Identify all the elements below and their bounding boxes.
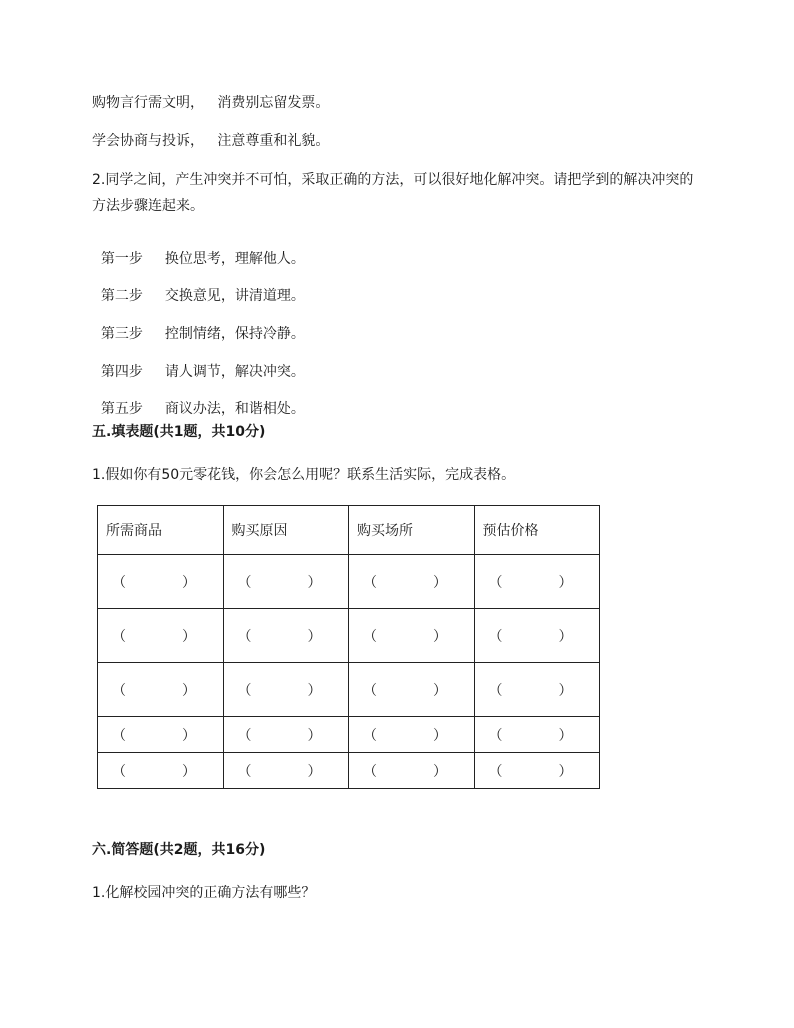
section-6-title: 六.简答题(共2题，共16分) <box>92 842 266 858</box>
blank-cell: （ ） <box>98 663 224 717</box>
step-label: 第四步 <box>100 364 143 380</box>
blank-cell: （ ） <box>223 753 349 789</box>
table-row <box>98 717 600 753</box>
blank-cell: （ ） <box>474 555 600 609</box>
table-row <box>98 663 600 717</box>
table-header-row <box>98 506 600 555</box>
table-row <box>98 555 600 609</box>
text-line-2: 学会协商与投诉， 注意尊重和礼貌。 <box>92 133 330 149</box>
blank-cell: （ ） <box>98 753 224 789</box>
header-cell: 购买场所 <box>349 506 475 555</box>
blank-cell: （ ） <box>98 717 224 753</box>
header-cell: 购买原因 <box>223 506 349 555</box>
header-cell: 所需商品 <box>98 506 224 555</box>
section-5-title: 五.填表题(共1题，共10分) <box>92 424 266 440</box>
step-text: 换位思考，理解他人。 <box>164 251 305 267</box>
step-1 <box>92 229 305 269</box>
table-row <box>98 753 600 789</box>
section-5-question: 1.假如你有50元零花钱，你会怎么用呢？联系生活实际，完成表格。 <box>92 467 516 483</box>
blank-cell: （ ） <box>349 555 475 609</box>
step-4 <box>92 342 305 382</box>
question-2: 2.同学之间，产生冲突并不可怕，采取正确的方法，可以很好地化解冲突。请把学到的解决冲突的方法步骤连起来。 <box>92 172 694 214</box>
step-3 <box>92 304 305 344</box>
blank-cell: （ ） <box>474 753 600 789</box>
blank-cell: （ ） <box>349 609 475 663</box>
table-row <box>98 609 600 663</box>
blank-cell: （ ） <box>223 555 349 609</box>
step-text: 商议办法，和谐相处。 <box>164 401 305 417</box>
step-2 <box>92 266 305 306</box>
step-label: 第五步 <box>100 401 143 417</box>
step-5 <box>92 379 305 419</box>
blank-cell: （ ） <box>223 663 349 717</box>
step-label: 第一步 <box>100 251 143 267</box>
section-6-question: 1.化解校园冲突的正确方法有哪些？ <box>92 885 316 901</box>
header-cell: 预估价格 <box>474 506 600 555</box>
blank-cell: （ ） <box>349 717 475 753</box>
blank-cell: （ ） <box>474 663 600 717</box>
blank-cell: （ ） <box>223 717 349 753</box>
step-text: 交换意见，讲清道理。 <box>164 288 305 304</box>
blank-cell: （ ） <box>98 555 224 609</box>
fill-in-table <box>97 505 600 789</box>
blank-cell: （ ） <box>474 717 600 753</box>
blank-cell: （ ） <box>349 753 475 789</box>
blank-cell: （ ） <box>474 609 600 663</box>
blank-cell: （ ） <box>349 663 475 717</box>
text-line-1: 购物言行需文明， 消费别忘留发票。 <box>92 95 330 111</box>
step-text: 控制情绪，保持冷静。 <box>164 326 305 342</box>
step-text: 请人调节，解决冲突。 <box>164 364 305 380</box>
blank-cell: （ ） <box>223 609 349 663</box>
blank-cell: （ ） <box>98 609 224 663</box>
step-label: 第二步 <box>100 288 143 304</box>
step-label: 第三步 <box>100 326 143 342</box>
